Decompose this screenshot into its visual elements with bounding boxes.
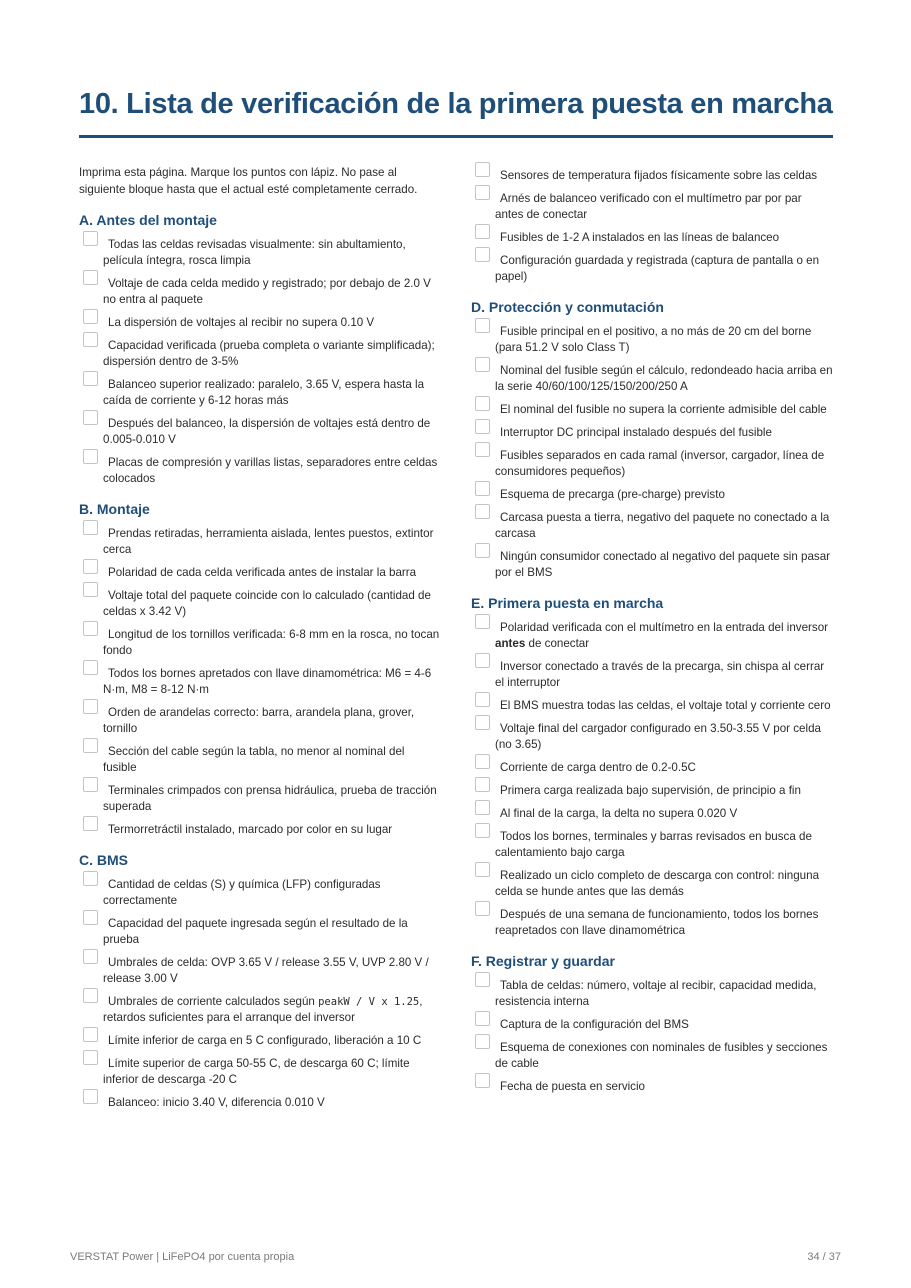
checkbox[interactable] bbox=[475, 754, 490, 769]
checklist-item bbox=[79, 1095, 441, 1111]
checklist-item-text: Tabla de celdas: número, voltaje al recibir, capacidad medida, resistencia interna bbox=[495, 979, 817, 1008]
section-f-list bbox=[471, 978, 833, 1095]
checklist-item-text: Prendas retiradas, herramienta aislada, lentes puestos, extintor cerca bbox=[103, 527, 434, 556]
title-divider bbox=[79, 135, 833, 138]
checklist-item-text: Voltaje de cada celda medido y registrado; por debajo de 2.0 V no entra al paquete bbox=[103, 277, 431, 306]
checklist-item-text: Configuración guardada y registrada (captura de pantalla o en papel) bbox=[495, 254, 820, 283]
checklist-item bbox=[471, 868, 833, 900]
checkbox[interactable] bbox=[475, 185, 490, 200]
checkbox[interactable] bbox=[83, 621, 98, 636]
checklist-item-text: Balanceo superior realizado: paralelo, 3.65 V, espera hasta la caída de corriente y 6-12 horas más bbox=[103, 378, 425, 407]
checklist-item bbox=[79, 783, 441, 815]
checkbox[interactable] bbox=[475, 224, 490, 239]
checkbox[interactable] bbox=[475, 614, 490, 629]
checklist-item-text: Fusible principal en el positivo, a no más de 20 cm del borne (para 51.2 V solo Class T) bbox=[495, 325, 812, 354]
checklist-item bbox=[79, 877, 441, 909]
section-b-heading: B. Montaje bbox=[79, 501, 150, 517]
checkbox[interactable] bbox=[475, 162, 490, 177]
checkbox[interactable] bbox=[475, 972, 490, 987]
checklist-item bbox=[471, 760, 833, 776]
checkbox[interactable] bbox=[475, 653, 490, 668]
section-d-heading: D. Protección y conmutación bbox=[471, 299, 664, 315]
checklist-item-text: Umbrales de corriente calculados según bbox=[108, 995, 315, 1008]
checkbox[interactable] bbox=[83, 871, 98, 886]
checklist-item bbox=[471, 806, 833, 822]
checklist-item-text: Placas de compresión y varillas listas, separadores entre celdas colocados bbox=[103, 456, 438, 485]
checklist-item bbox=[471, 230, 833, 246]
checklist-item-text: Umbrales de celda: OVP 3.65 V / release 3.55 V, UVP 2.80 V / release 3.00 V bbox=[103, 956, 429, 985]
checklist-item-text: Fecha de puesta en servicio bbox=[500, 1080, 646, 1093]
emphasis-text: antes bbox=[495, 637, 526, 650]
checklist-item-text: Sección del cable según la tabla, no menor al nominal del fusible bbox=[103, 745, 405, 774]
checklist-item-text: Cantidad de celdas (S) y química (LFP) configuradas correctamente bbox=[103, 878, 381, 907]
checklist-item-text: , retardos suficientes para el arranque del inversor bbox=[103, 995, 423, 1024]
checklist-item-text: Captura de la configuración del BMS bbox=[500, 1018, 689, 1031]
checkbox[interactable] bbox=[83, 738, 98, 753]
checklist-item-text: Terminales crimpados con prensa hidráulica, prueba de tracción superada bbox=[103, 784, 437, 813]
checklist-item-text: Capacidad del paquete ingresada según el resultado de la prueba bbox=[103, 917, 408, 946]
checkbox[interactable] bbox=[475, 901, 490, 916]
checklist-item-text: Voltaje total del paquete coincide con lo calculado (cantidad de celdas x 3.42 V) bbox=[103, 589, 431, 618]
checklist-item-text: Primera carga realizada bajo supervisión, de principio a fin bbox=[500, 784, 801, 797]
checklist-item bbox=[471, 907, 833, 939]
checklist-item-text: Corriente de carga dentro de 0.2-0.5C bbox=[500, 761, 696, 774]
checklist-item bbox=[79, 237, 441, 269]
checkbox[interactable] bbox=[475, 247, 490, 262]
checkbox[interactable] bbox=[83, 332, 98, 347]
checkbox[interactable] bbox=[475, 692, 490, 707]
checklist-item bbox=[471, 425, 833, 441]
checklist-item-text: Todos los bornes, terminales y barras revisados en busca de calentamiento bajo carga bbox=[495, 830, 812, 859]
checklist-item bbox=[471, 191, 833, 223]
checkbox[interactable] bbox=[475, 715, 490, 730]
checkbox[interactable] bbox=[83, 559, 98, 574]
section-d-list bbox=[471, 324, 833, 581]
checkbox[interactable] bbox=[83, 231, 98, 246]
section-a-list bbox=[79, 237, 441, 487]
checklist-item-text: Después de una semana de funcionamiento, todos los bornes reapretados con llave dinamométrica bbox=[495, 908, 819, 937]
checkbox[interactable] bbox=[475, 800, 490, 815]
checklist-item bbox=[79, 916, 441, 948]
checklist-item-text: Límite inferior de carga en 5 C configurado, liberación a 10 C bbox=[108, 1034, 422, 1047]
checkbox[interactable] bbox=[475, 543, 490, 558]
checklist-item bbox=[471, 698, 833, 714]
checklist-item bbox=[79, 822, 441, 838]
checklist-item-text: Termorretráctil instalado, marcado por color en su lugar bbox=[108, 823, 393, 836]
checklist-item bbox=[471, 324, 833, 356]
checkbox[interactable] bbox=[83, 520, 98, 535]
checklist-item-text: Voltaje final del cargador configurado en 3.50-3.55 V por celda (no 3.65) bbox=[495, 722, 821, 751]
checkbox[interactable] bbox=[83, 309, 98, 324]
checklist-item-text: Polaridad verificada con el multímetro en la entrada del inversor bbox=[500, 621, 829, 634]
section-b-list bbox=[79, 526, 441, 838]
checkbox[interactable] bbox=[83, 1027, 98, 1042]
checklist-item bbox=[471, 1017, 833, 1033]
footer-document-title: VERSTAT Power | LiFePO4 por cuenta propia bbox=[70, 1251, 295, 1263]
checklist-item bbox=[471, 363, 833, 395]
checklist-item-text: La dispersión de voltajes al recibir no supera 0.10 V bbox=[108, 316, 375, 329]
checklist-item-text: Fusibles de 1-2 A instalados en las líneas de balanceo bbox=[500, 231, 780, 244]
checklist-item-text: Capacidad verificada (prueba completa o variante simplificada); dispersión dentro de 3-5% bbox=[103, 339, 435, 368]
checkbox[interactable] bbox=[83, 949, 98, 964]
checklist-item bbox=[471, 1079, 833, 1095]
checkbox[interactable] bbox=[475, 419, 490, 434]
checkbox[interactable] bbox=[475, 481, 490, 496]
section-c-heading: C. BMS bbox=[79, 852, 128, 868]
checkbox[interactable] bbox=[475, 357, 490, 372]
checklist-item-text: Esquema de conexiones con nominales de fusibles y secciones de cable bbox=[495, 1041, 828, 1070]
checkbox[interactable] bbox=[83, 410, 98, 425]
checklist-item bbox=[79, 416, 441, 448]
checkbox[interactable] bbox=[475, 442, 490, 457]
checklist-item-text: Sensores de temperatura fijados físicamente sobre las celdas bbox=[500, 169, 818, 182]
section-c-continued-list bbox=[471, 168, 833, 285]
checklist-item-text: Longitud de los tornillos verificada: 6-8 mm en la rosca, no tocan fondo bbox=[103, 628, 440, 657]
checkbox[interactable] bbox=[83, 1089, 98, 1104]
checkbox[interactable] bbox=[83, 582, 98, 597]
right-column bbox=[471, 168, 833, 1102]
checkbox[interactable] bbox=[83, 910, 98, 925]
checkbox[interactable] bbox=[475, 504, 490, 519]
checklist-item bbox=[79, 338, 441, 370]
checklist-item-text: Esquema de precarga (pre-charge) previsto bbox=[500, 488, 725, 501]
checkbox[interactable] bbox=[475, 777, 490, 792]
section-e-list bbox=[471, 620, 833, 939]
checklist-item bbox=[471, 168, 833, 184]
checklist-item bbox=[471, 978, 833, 1010]
checklist-item bbox=[471, 620, 833, 652]
checklist-item-text: Realizado un ciclo completo de descarga con control: ninguna celda se hunde antes que las demás bbox=[495, 869, 820, 898]
checklist-item bbox=[79, 276, 441, 308]
checklist-item bbox=[79, 1033, 441, 1049]
checklist-item-text: Interruptor DC principal instalado después del fusible bbox=[500, 426, 772, 439]
checkbox[interactable] bbox=[475, 862, 490, 877]
checklist-item bbox=[79, 455, 441, 487]
checklist-item-text: Ningún consumidor conectado al negativo del paquete sin pasar por el BMS bbox=[495, 550, 830, 579]
checklist-item bbox=[79, 315, 441, 331]
checkbox[interactable] bbox=[83, 660, 98, 675]
checklist-item bbox=[471, 659, 833, 691]
footer-page-number: 34 / 37 bbox=[807, 1251, 841, 1263]
checklist-item bbox=[79, 627, 441, 659]
section-f-heading: F. Registrar y guardar bbox=[471, 953, 615, 969]
checklist-item bbox=[79, 377, 441, 409]
checklist-item-text: Todos los bornes apretados con llave dinamométrica: M6 = 4-6 N·m, M8 = 8-12 N·m bbox=[103, 667, 432, 696]
checklist-item bbox=[79, 955, 441, 987]
checklist-item bbox=[471, 721, 833, 753]
checklist-item bbox=[471, 253, 833, 285]
checkbox[interactable] bbox=[83, 270, 98, 285]
checklist-item-text: Arnés de balanceo verificado con el multímetro par por par antes de conectar bbox=[495, 192, 802, 221]
checklist-item-text: Al final de la carga, la delta no supera 0.020 V bbox=[500, 807, 738, 820]
checkbox[interactable] bbox=[83, 449, 98, 464]
checklist-item bbox=[79, 705, 441, 737]
page-title: 10. Lista de verificación de la primera puesta en marcha bbox=[79, 88, 833, 120]
checkbox[interactable] bbox=[475, 823, 490, 838]
checklist-item bbox=[79, 744, 441, 776]
checkbox[interactable] bbox=[475, 318, 490, 333]
checklist-item bbox=[471, 510, 833, 542]
checklist-item-text: Inversor conectado a través de la precarga, sin chispa al cerrar el interruptor bbox=[495, 660, 825, 689]
checklist-item bbox=[79, 588, 441, 620]
checklist-item-text: de conectar bbox=[528, 637, 590, 650]
checklist-item-text: Orden de arandelas correcto: barra, arandela plana, grover, tornillo bbox=[103, 706, 415, 735]
checklist-item bbox=[79, 526, 441, 558]
checkbox[interactable] bbox=[475, 1073, 490, 1088]
checklist-item-text: Límite superior de carga 50-55 C, de descarga 60 C; límite inferior de descarga -20 C bbox=[103, 1057, 410, 1086]
checklist-item-text: Todas las celdas revisadas visualmente: sin abultamiento, película íntegra, rosca limpia bbox=[103, 238, 406, 267]
checklist-item bbox=[471, 549, 833, 581]
checklist-item-text: Balanceo: inicio 3.40 V, diferencia 0.010 V bbox=[108, 1096, 325, 1109]
checklist-item bbox=[471, 402, 833, 418]
checklist-item bbox=[79, 565, 441, 581]
checkbox[interactable] bbox=[83, 699, 98, 714]
checkbox[interactable] bbox=[83, 371, 98, 386]
section-a-heading: A. Antes del montaje bbox=[79, 212, 217, 228]
checklist-item-text: Carcasa puesta a tierra, negativo del paquete no conectado a la carcasa bbox=[495, 511, 830, 540]
intro-text: Imprima esta página. Marque los puntos con lápiz. No pase al siguiente bloque hasta que el actual esté completamente cerrado. bbox=[79, 166, 418, 196]
checklist-item bbox=[471, 829, 833, 861]
left-column bbox=[79, 164, 441, 1118]
checkbox[interactable] bbox=[475, 1011, 490, 1026]
checklist-item bbox=[471, 1040, 833, 1072]
section-c-list bbox=[79, 877, 441, 1111]
checklist-item-text: El BMS muestra todas las celdas, el voltaje total y corriente cero bbox=[500, 699, 831, 712]
checklist-item-text: Polaridad de cada celda verificada antes de instalar la barra bbox=[108, 566, 417, 579]
checklist-item-text: Nominal del fusible según el cálculo, redondeado hacia arriba en la serie 40/60/100/125/150/200/250 A bbox=[495, 364, 833, 393]
checklist-item bbox=[471, 783, 833, 799]
checkbox[interactable] bbox=[475, 396, 490, 411]
checkbox[interactable] bbox=[83, 816, 98, 831]
checklist-item bbox=[471, 487, 833, 503]
checklist-item-text: El nominal del fusible no supera la corriente admisible del cable bbox=[500, 403, 827, 416]
checkbox[interactable] bbox=[83, 777, 98, 792]
section-e-heading: E. Primera puesta en marcha bbox=[471, 595, 664, 611]
checklist-item bbox=[79, 994, 441, 1026]
checklist-item bbox=[79, 1056, 441, 1088]
checkbox[interactable] bbox=[83, 988, 98, 1003]
checkbox[interactable] bbox=[475, 1034, 490, 1049]
formula-code: peakW / V x 1.25 bbox=[318, 996, 420, 1008]
checklist-item-text: Después del balanceo, la dispersión de voltajes está dentro de 0.005-0.010 V bbox=[103, 417, 431, 446]
checklist-item bbox=[79, 666, 441, 698]
checklist-item bbox=[471, 448, 833, 480]
checklist-item-text: Fusibles separados en cada ramal (inversor, cargador, línea de consumidores pequeños) bbox=[495, 449, 825, 478]
checkbox[interactable] bbox=[83, 1050, 98, 1065]
